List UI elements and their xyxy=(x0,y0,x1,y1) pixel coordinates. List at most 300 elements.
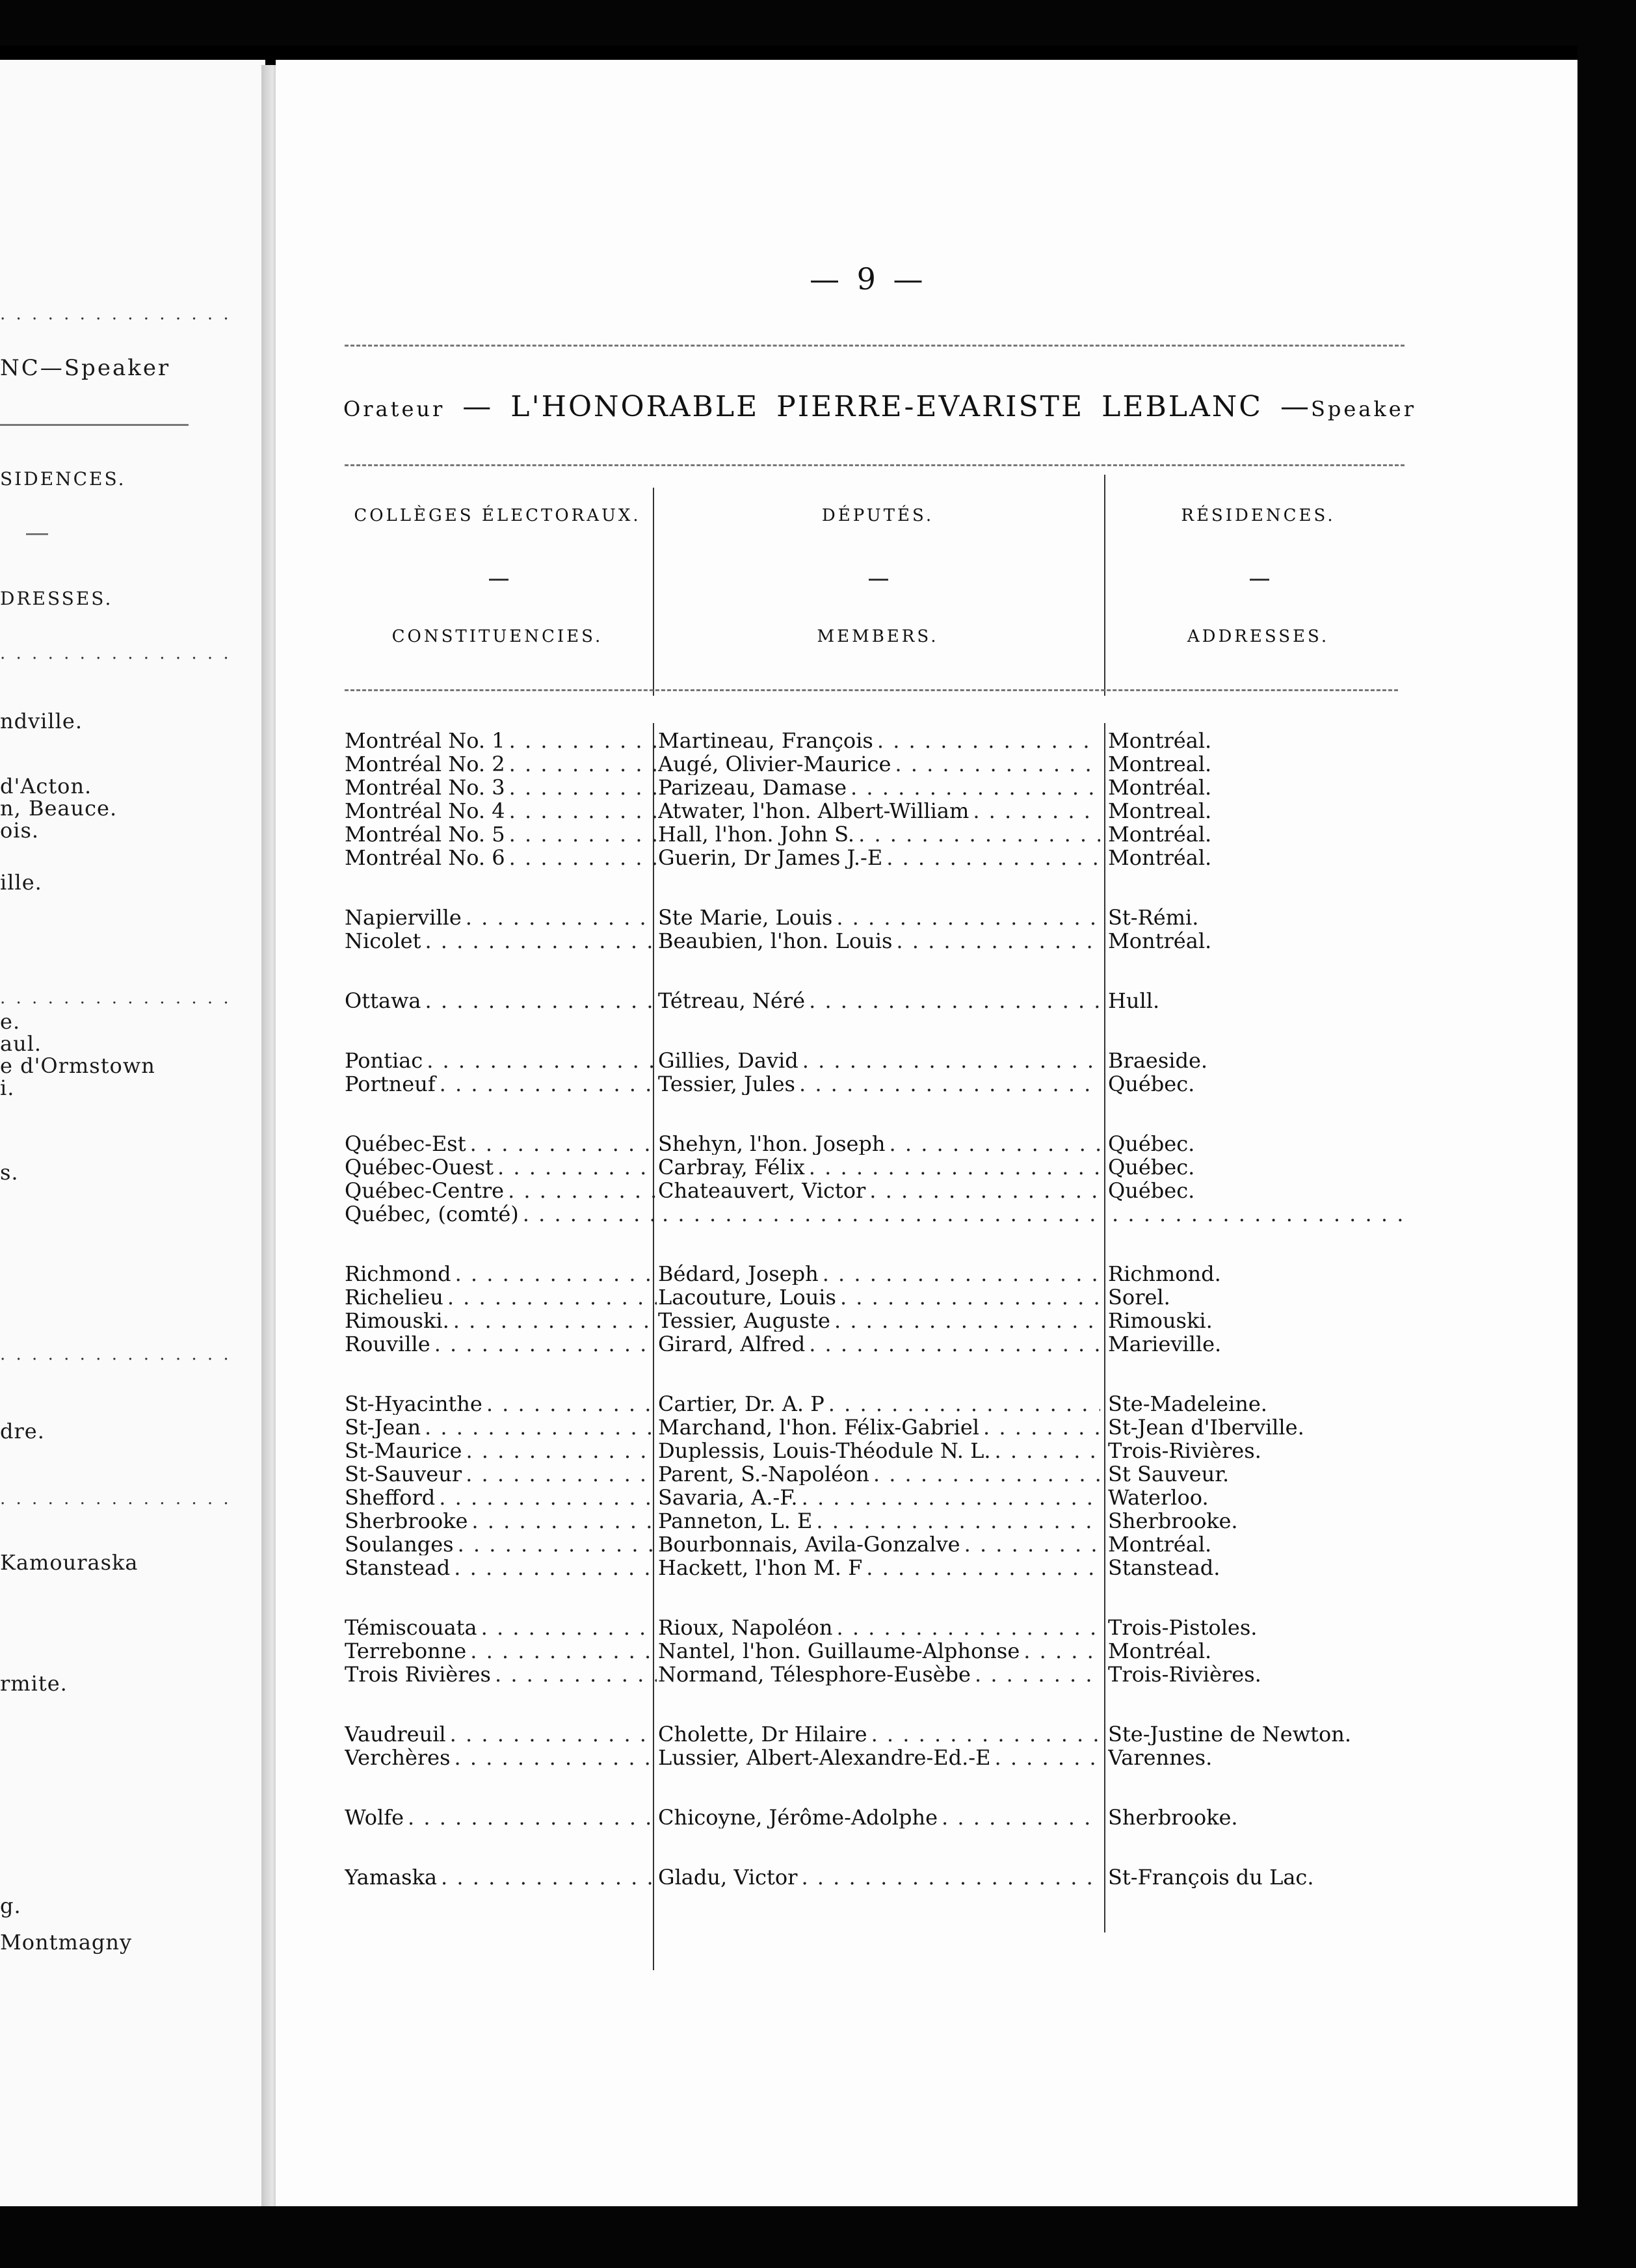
addresses-fragment: DRESSES. xyxy=(0,588,113,609)
address-text: Montréal. xyxy=(1108,823,1212,845)
address-cell xyxy=(1108,1747,1414,1769)
left-line: ndville. xyxy=(0,709,83,733)
constituency-cell xyxy=(345,1310,657,1332)
leader-dots xyxy=(495,1663,657,1685)
address-cell xyxy=(1108,1616,1414,1639)
member-cell xyxy=(658,753,1100,775)
leader-dots xyxy=(425,1416,657,1438)
leader-dots xyxy=(809,1333,1100,1355)
member-text: Martineau, François xyxy=(658,730,873,752)
leader-dots xyxy=(896,930,1100,952)
previous-page-fragment xyxy=(0,60,265,2216)
member-text: Atwater, l'hon. Albert-William xyxy=(658,800,970,822)
member-cell xyxy=(658,847,1100,869)
member-cell xyxy=(658,1463,1100,1485)
table-row xyxy=(345,1286,1411,1308)
leader-dots xyxy=(470,1133,657,1155)
left-line: s. xyxy=(0,1160,19,1185)
constituency-text: Québec-Ouest xyxy=(345,1156,494,1178)
leader-dots xyxy=(983,1416,1100,1438)
header-dash xyxy=(1250,579,1269,581)
member-text: Chicoyne, Jérôme-Adolphe xyxy=(658,1806,938,1828)
title-separator: — xyxy=(1280,390,1311,423)
constituency-cell xyxy=(345,1557,657,1579)
leader-dots xyxy=(509,776,657,798)
constituency-text: St-Sauveur xyxy=(345,1463,462,1485)
leader-dots xyxy=(975,1663,1100,1685)
leader-dots xyxy=(836,906,1100,929)
member-cell xyxy=(658,1263,1100,1285)
header-dash xyxy=(489,579,508,581)
leader-dots xyxy=(523,1203,657,1225)
address-text: Ste-Madeleine. xyxy=(1108,1393,1267,1415)
address-text: Québec. xyxy=(1108,1133,1195,1155)
constituency-cell xyxy=(345,730,657,752)
leader-dots xyxy=(454,1557,657,1579)
constituency-text: Pontiac xyxy=(345,1049,423,1072)
address-cell xyxy=(1108,1073,1414,1095)
constituency-cell xyxy=(345,990,657,1012)
left-line: ille. xyxy=(0,870,42,895)
address-cell xyxy=(1108,1806,1414,1828)
table-row xyxy=(345,1616,1411,1639)
member-cell xyxy=(658,1723,1100,1745)
member-cell xyxy=(658,1310,1100,1332)
member-cell xyxy=(658,823,1100,845)
address-cell xyxy=(1108,1156,1414,1178)
member-text: Lussier, Albert-Alexandre-Ed.-E xyxy=(658,1747,991,1769)
address-cell xyxy=(1108,1663,1414,1685)
address-text: Montréal. xyxy=(1108,776,1212,798)
constituency-cell xyxy=(345,1286,657,1308)
address-cell xyxy=(1108,1440,1414,1462)
constituency-text: Montréal No. 3 xyxy=(345,776,505,798)
constituency-text: St-Jean xyxy=(345,1416,421,1438)
address-cell xyxy=(1108,1393,1414,1415)
address-text: Sherbrooke. xyxy=(1108,1806,1238,1828)
table-row xyxy=(345,753,1411,775)
constituency-cell xyxy=(345,1533,657,1555)
leader-dots xyxy=(834,1310,1100,1332)
table-row xyxy=(345,1180,1411,1202)
leader-dots xyxy=(802,1486,1100,1509)
table-row xyxy=(345,1263,1411,1285)
leader-dots xyxy=(508,1180,657,1202)
left-line: dre. xyxy=(0,1419,45,1444)
constituency-text: Témiscouata xyxy=(345,1616,477,1639)
left-line: rmite. xyxy=(0,1671,68,1696)
leader-dots xyxy=(662,1203,1100,1225)
table-row xyxy=(345,1510,1411,1532)
header-constituencies: CONSTITUENCIES. xyxy=(391,627,603,646)
leader-dots xyxy=(995,1440,1100,1462)
address-cell xyxy=(1108,753,1414,775)
column-separator xyxy=(653,488,654,696)
constituency-cell xyxy=(345,1073,657,1095)
table-row xyxy=(345,1333,1411,1355)
constituency-cell xyxy=(345,1416,657,1438)
left-line: Kamouraska xyxy=(0,1550,139,1575)
column-separator xyxy=(1104,475,1105,696)
member-text: Rioux, Napoléon xyxy=(658,1616,833,1639)
address-cell xyxy=(1108,990,1414,1012)
constituency-text: Rimouski. xyxy=(345,1310,449,1332)
address-text: Montréal. xyxy=(1108,1640,1212,1662)
member-text: Nantel, l'hon. Guillaume-Alphonse xyxy=(658,1640,1020,1662)
address-cell xyxy=(1108,823,1414,845)
constituency-text: Yamaska xyxy=(345,1866,438,1888)
address-text: Québec. xyxy=(1108,1180,1195,1202)
constituency-cell xyxy=(345,1723,657,1745)
address-text: Québec. xyxy=(1108,1073,1195,1095)
leader-dots xyxy=(455,1263,657,1285)
member-cell xyxy=(658,1073,1100,1095)
constituency-cell xyxy=(345,800,657,822)
table-row xyxy=(345,1310,1411,1332)
leader-dots xyxy=(450,1723,657,1745)
leader-dots xyxy=(434,1333,657,1355)
constituency-cell xyxy=(345,1333,657,1355)
constituency-text: Trois Rivières xyxy=(345,1663,491,1685)
constituency-cell xyxy=(345,1510,657,1532)
leader-dots xyxy=(509,800,657,822)
header-members: MEMBERS. xyxy=(817,627,939,646)
page-number: — 9 — xyxy=(810,261,927,297)
residences-fragment: SIDENCES. xyxy=(0,468,126,490)
leader-dots xyxy=(823,1263,1100,1285)
leader-dots xyxy=(425,930,657,952)
member-cell xyxy=(658,1440,1100,1462)
leader-dots xyxy=(1023,1640,1100,1662)
address-text: Montreal. xyxy=(1108,800,1212,822)
table-row xyxy=(345,1440,1411,1462)
header-addresses: ADDRESSES. xyxy=(1187,627,1330,646)
leader-dots xyxy=(802,1049,1100,1072)
top-rule xyxy=(345,345,1405,347)
constituency-text: Montréal No. 4 xyxy=(345,800,505,822)
address-text: Montréal. xyxy=(1108,1533,1212,1555)
address-text: Montréal. xyxy=(1108,730,1212,752)
member-text: Hackett, l'hon M. F xyxy=(658,1557,863,1579)
address-cell xyxy=(1108,1510,1414,1532)
title-rule xyxy=(345,464,1405,466)
leader-dots xyxy=(866,1557,1100,1579)
leader-dots xyxy=(481,1616,657,1639)
title-separator: — xyxy=(462,390,494,423)
leader-dots xyxy=(425,990,657,1012)
leader-dots xyxy=(964,1533,1100,1555)
address-text: Hull. xyxy=(1108,990,1160,1012)
table-row xyxy=(345,776,1411,798)
constituency-text: Sherbrooke xyxy=(345,1510,468,1532)
member-cell xyxy=(658,1640,1100,1662)
constituency-text: Shefford xyxy=(345,1486,436,1509)
constituency-cell xyxy=(345,1180,657,1202)
member-text: Bédard, Joseph xyxy=(658,1263,819,1285)
member-text: Girard, Alfred xyxy=(658,1333,806,1355)
constituency-cell xyxy=(345,1440,657,1462)
constituency-text: Napierville xyxy=(345,906,462,929)
constituency-text: Soulanges xyxy=(345,1533,454,1555)
member-cell xyxy=(658,1806,1100,1828)
member-text: Tétreau, Néré xyxy=(658,990,806,1012)
leader-dots xyxy=(799,1073,1100,1095)
table-row xyxy=(345,1557,1411,1579)
constituency-cell xyxy=(345,1463,657,1485)
leader-dots xyxy=(470,1640,657,1662)
leader-dots xyxy=(440,1073,657,1095)
constituency-cell xyxy=(345,847,657,869)
leader-dots xyxy=(439,1486,657,1509)
member-text: Cartier, Dr. A. P xyxy=(658,1393,825,1415)
address-cell xyxy=(1108,1203,1414,1225)
address-cell xyxy=(1108,1133,1414,1155)
leader-dots: . . . . . . . . . . . . . . . xyxy=(0,988,231,1008)
member-text: Bourbonnais, Avila-Gonzalve xyxy=(658,1533,960,1555)
leader-dots xyxy=(886,847,1100,869)
table-row xyxy=(345,1486,1411,1509)
member-cell xyxy=(658,1180,1100,1202)
address-text: Stanstead. xyxy=(1108,1557,1220,1579)
header-rule xyxy=(345,689,1398,691)
address-cell xyxy=(1108,1180,1414,1202)
leader-dots xyxy=(942,1806,1100,1828)
left-line: d'Acton. xyxy=(0,774,92,798)
member-text: Normand, Télesphore-Eusèbe xyxy=(658,1663,971,1685)
member-cell xyxy=(658,1393,1100,1415)
member-cell xyxy=(658,1049,1100,1072)
address-cell xyxy=(1108,1640,1414,1662)
leader-dots xyxy=(466,1463,657,1485)
member-cell xyxy=(658,906,1100,929)
constituency-cell xyxy=(345,1616,657,1639)
left-line: ois. xyxy=(0,818,40,843)
leader-dots xyxy=(994,1747,1100,1769)
constituency-cell xyxy=(345,1640,657,1662)
left-line: Montmagny xyxy=(0,1930,133,1955)
title-orateur: Orateur xyxy=(343,397,445,421)
address-text: Waterloo. xyxy=(1108,1486,1209,1509)
address-cell xyxy=(1108,800,1414,822)
leader-dots xyxy=(447,1286,657,1308)
member-text: Augé, Olivier-Maurice xyxy=(658,753,891,775)
table-row xyxy=(345,1133,1411,1155)
address-cell xyxy=(1108,1533,1414,1555)
member-cell xyxy=(658,990,1100,1012)
member-text: Cholette, Dr Hilaire xyxy=(658,1723,867,1745)
constituency-cell xyxy=(345,753,657,775)
leader-dots xyxy=(809,990,1100,1012)
table-row xyxy=(345,1049,1411,1072)
constituency-text: Montréal No. 2 xyxy=(345,753,505,775)
header-colleges: COLLÈGES ÉLECTORAUX. xyxy=(354,506,641,525)
leader-dots xyxy=(890,1133,1100,1155)
member-cell xyxy=(658,1557,1100,1579)
leader-dots xyxy=(509,753,657,775)
constituency-text: Québec-Centre xyxy=(345,1180,505,1202)
member-text: Parent, S.-Napoléon xyxy=(658,1463,869,1485)
member-text: Hall, l'hon. John S. xyxy=(658,823,855,845)
address-text: Marieville. xyxy=(1108,1333,1222,1355)
address-cell xyxy=(1108,1049,1414,1072)
address-text: Sherbrooke. xyxy=(1108,1510,1238,1532)
leader-dots xyxy=(851,776,1100,798)
constituency-text: St-Hyacinthe xyxy=(345,1393,482,1415)
leader-dots xyxy=(1112,1203,1414,1225)
leader-dots: . . . . . . . . . . . . . . . xyxy=(0,1345,231,1364)
speaker-fragment: NC—Speaker xyxy=(0,355,171,381)
table-row xyxy=(345,1073,1411,1095)
address-cell xyxy=(1108,1310,1414,1332)
member-cell xyxy=(658,1747,1100,1769)
member-cell xyxy=(658,730,1100,752)
table-row xyxy=(345,1806,1411,1828)
member-cell xyxy=(658,1866,1100,1888)
constituency-text: Montréal No. 6 xyxy=(345,847,505,869)
table-row xyxy=(345,1156,1411,1178)
address-cell xyxy=(1108,1286,1414,1308)
divider xyxy=(0,424,189,426)
constituency-cell xyxy=(345,906,657,929)
constituency-text: Rouville xyxy=(345,1333,430,1355)
page-title xyxy=(343,390,1416,423)
table-row xyxy=(345,730,1411,752)
address-cell xyxy=(1108,1557,1414,1579)
constituency-text: Montréal No. 5 xyxy=(345,823,505,845)
leader-dots xyxy=(509,823,657,845)
address-text: Rimouski. xyxy=(1108,1310,1213,1332)
leader-dots xyxy=(455,1747,657,1769)
constituency-cell xyxy=(345,1663,657,1685)
member-cell xyxy=(658,1533,1100,1555)
constituency-text: Montréal No. 1 xyxy=(345,730,505,752)
left-line: e d'Ormstown xyxy=(0,1053,155,1078)
leader-dots xyxy=(427,1049,657,1072)
constituency-cell xyxy=(345,1133,657,1155)
address-text: Trois-Pistoles. xyxy=(1108,1616,1258,1639)
leader-dots xyxy=(871,1723,1100,1745)
member-text: Marchand, l'hon. Félix-Gabriel xyxy=(658,1416,980,1438)
member-cell xyxy=(658,1333,1100,1355)
leader-dots xyxy=(497,1156,657,1178)
member-text: Tessier, Jules xyxy=(658,1073,795,1095)
leader-dots xyxy=(816,1510,1100,1532)
leader-dots xyxy=(828,1393,1100,1415)
address-text: Richmond. xyxy=(1108,1263,1221,1285)
constituency-cell xyxy=(345,1049,657,1072)
leader-dots xyxy=(408,1806,657,1828)
address-cell xyxy=(1108,847,1414,869)
address-text: Sorel. xyxy=(1108,1286,1170,1308)
constituency-text: Ottawa xyxy=(345,990,421,1012)
leader-dots: . . . . . . . . . . . . . . . xyxy=(0,1489,231,1509)
address-text: Ste-Justine de Newton. xyxy=(1108,1723,1352,1745)
member-cell xyxy=(658,1203,1100,1225)
leader-dots xyxy=(441,1866,657,1888)
member-text: Tessier, Auguste xyxy=(658,1310,830,1332)
member-text: Chateauvert, Victor xyxy=(658,1180,866,1202)
member-cell xyxy=(658,1510,1100,1532)
address-text: St-François du Lac. xyxy=(1108,1866,1314,1888)
leader-dots xyxy=(801,1866,1100,1888)
member-text: Savaria, A.-F. xyxy=(658,1486,798,1509)
address-cell xyxy=(1108,1866,1414,1888)
address-text: Trois-Rivières. xyxy=(1108,1440,1261,1462)
leader-dots xyxy=(840,1286,1100,1308)
constituency-text: Vaudreuil xyxy=(345,1723,446,1745)
table-row xyxy=(345,1416,1411,1438)
member-cell xyxy=(658,1616,1100,1639)
column-separator xyxy=(653,1944,654,1970)
table-row xyxy=(345,1747,1411,1769)
constituency-text: Stanstead xyxy=(345,1557,451,1579)
table-row xyxy=(345,990,1411,1012)
constituency-cell xyxy=(345,1263,657,1285)
title-speaker: Speaker xyxy=(1310,397,1416,421)
address-cell xyxy=(1108,1416,1414,1438)
address-cell xyxy=(1108,730,1414,752)
member-cell xyxy=(658,1416,1100,1438)
member-text: Ste Marie, Louis xyxy=(658,906,833,929)
member-text: Duplessis, Louis-Théodule N. L. xyxy=(658,1440,991,1462)
constituency-cell xyxy=(345,1486,657,1509)
constituency-text: Verchères xyxy=(345,1747,451,1769)
member-cell xyxy=(658,1663,1100,1685)
constituency-cell xyxy=(345,1203,657,1225)
table-row xyxy=(345,1203,1411,1225)
member-cell xyxy=(658,1286,1100,1308)
address-cell xyxy=(1108,1723,1414,1745)
member-cell xyxy=(658,930,1100,952)
constituency-text: Terrebonne xyxy=(345,1640,467,1662)
address-text: Montreal. xyxy=(1108,753,1212,775)
leader-dots xyxy=(466,906,657,929)
leader-dots xyxy=(509,847,657,869)
address-cell xyxy=(1108,1333,1414,1355)
address-text: Braeside. xyxy=(1108,1049,1208,1072)
address-text: Montréal. xyxy=(1108,930,1212,952)
table-row xyxy=(345,930,1411,952)
constituency-text: Richelieu xyxy=(345,1286,443,1308)
leader-dots xyxy=(858,823,1100,845)
table-row xyxy=(345,1663,1411,1685)
constituency-text: St-Maurice xyxy=(345,1440,462,1462)
header-residences: RÉSIDENCES. xyxy=(1181,506,1336,525)
table-row xyxy=(345,1463,1411,1485)
member-text: Carbray, Félix xyxy=(658,1156,805,1178)
constituency-cell xyxy=(345,1866,657,1888)
address-text: Québec. xyxy=(1108,1156,1195,1178)
address-text: St-Rémi. xyxy=(1108,906,1199,929)
member-text: Gillies, David xyxy=(658,1049,798,1072)
leader-dots xyxy=(836,1616,1100,1639)
address-text: Trois-Rivières. xyxy=(1108,1663,1261,1685)
constituency-cell xyxy=(345,1156,657,1178)
leader-dots xyxy=(466,1440,657,1462)
member-cell xyxy=(658,1156,1100,1178)
leader-dots xyxy=(895,753,1100,775)
table-row xyxy=(345,906,1411,929)
member-text: Shehyn, l'hon. Joseph xyxy=(658,1133,886,1155)
constituency-text: Wolfe xyxy=(345,1806,404,1828)
left-line: n, Beauce. xyxy=(0,796,118,821)
member-text: Guerin, Dr James J.-E xyxy=(658,847,883,869)
leader-dots xyxy=(873,1463,1100,1485)
constituency-cell xyxy=(345,1806,657,1828)
member-text: Gladu, Victor xyxy=(658,1866,798,1888)
address-cell xyxy=(1108,776,1414,798)
table-row xyxy=(345,823,1411,845)
